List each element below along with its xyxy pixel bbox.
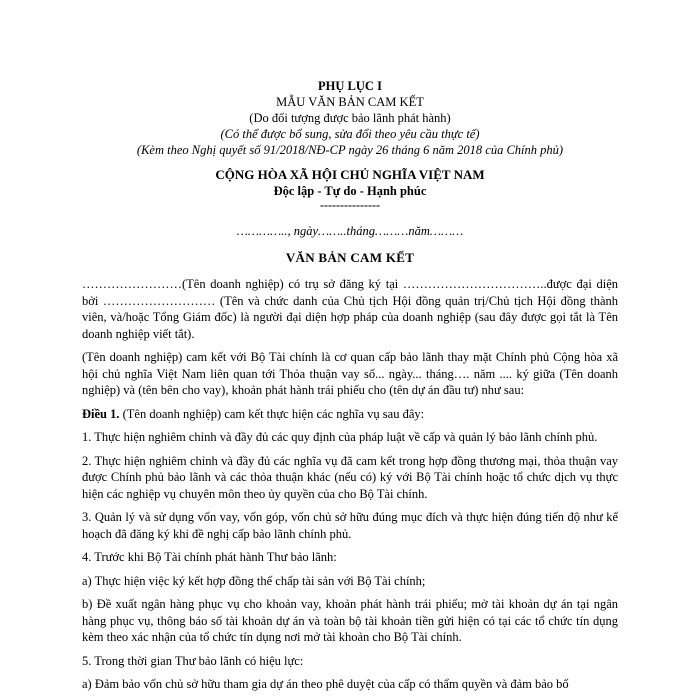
country-name: CỘNG HÒA XÃ HỘI CHỦ NGHĨA VIỆT NAM — [215, 167, 485, 182]
item-5: 5. Trong thời gian Thư bảo lãnh có hiệu lực: — [82, 653, 304, 668]
article-1 — [82, 406, 618, 423]
item-4a: a) Thực hiện việc ký kết hợp đồng thế chấp tài sản với Bộ Tài chính; — [82, 573, 426, 588]
amend-note: (Có thể được bổ sung, sửa đổi theo yêu cầu thực tế) — [220, 127, 480, 141]
national-motto: Độc lập - Tự do - Hạnh phúc — [273, 184, 427, 198]
form-title: MẪU VĂN BẢN CAM KẾT — [276, 95, 424, 109]
item-2: 2. Thực hiện nghiêm chỉnh và đầy đủ các nghĩa vụ đã cam kết trong hợp đồng thương mại, thỏa thuận vay được Chính phủ bảo lãnh và các thỏa thuận khác (nếu có) ký với Bộ Tài chính hoặc tổ chức dịch vụ thực hiện các nghiệp vụ chuyên môn theo ủy quyền của cho Bộ Tài chính. — [82, 453, 618, 501]
item-4b: b) Đề xuất ngân hàng phục vụ cho khoản vay, khoản phát hành trái phiếu; mở tài khoản dự án tại ngân hàng phục vụ, thông báo số tài khoản dự án và toàn bộ tài khoản tiền gửi hiện có tại các tổ chức tín dụng kèm theo xác nhận của tổ chức tín dụng nơi mở tài khoản cho Bộ Tài chính. — [82, 597, 618, 644]
article-1-text: (Tên doanh nghiệp) cam kết thực hiện các nghĩa vụ sau đây: — [119, 406, 425, 421]
decree-reference: (Kèm theo Nghị quyết số 91/2018/NĐ-CP ngày 26 tháng 6 năm 2018 của Chính phủ) — [136, 143, 564, 157]
motto-separator: --------------- — [320, 198, 380, 212]
scope-note: (Do đối tượng được bảo lãnh phát hành) — [249, 111, 451, 125]
document-page — [82, 78, 618, 693]
item-5a: a) Đảm bảo vốn chủ sở hữu tham gia dự án theo phê duyệt của cấp có thẩm quyền và đảm bảo bố — [82, 677, 569, 691]
appendix-title: PHỤ LỤC I — [318, 79, 382, 93]
article-1-label: Điều 1. — [82, 406, 120, 421]
intro-paragraph: ……………………(Tên doanh nghiệp) có trụ sở đăng ký tại ……………………………..được đại diện bởi ……………………… (Tên và chức danh của Chủ tịch Hội đồng quản trị/Chủ tịch Hội đồng thành viên, và/hoặc Tổng Giám đốc) là người đại diện hợp pháp của doanh nghiệp (sau đây được gọi tắt là Tên doanh nghiệp viết tắt). — [82, 277, 618, 341]
item-4: 4. Trước khi Bộ Tài chính phát hành Thư bảo lãnh: — [82, 550, 337, 564]
item-1: 1. Thực hiện nghiêm chỉnh và đầy đủ các quy định của pháp luật về cấp và quản lý bảo lãnh chính phủ. — [82, 430, 598, 444]
document-title: VĂN BẢN CAM KẾT — [285, 250, 415, 265]
item-3: 3. Quản lý và sử dụng vốn vay, vốn góp, vốn chủ sở hữu đúng mục đích và thực hiện đúng tiến độ như kế hoạch đã đăng ký khi đề nghị cấp bảo lãnh chính phủ. — [82, 510, 618, 541]
date-line: ………….., ngày……..tháng………năm……… — [236, 224, 464, 238]
commitment-paragraph: (Tên doanh nghiệp) cam kết với Bộ Tài chính là cơ quan cấp bảo lãnh thay mặt Chính phủ Cộng hòa xã hội chủ nghĩa Việt Nam liên quan tới Thỏa thuận vay số... ngày... tháng…. năm .... ký giữa (Tên doanh nghiệp) và (tên bên cho vay), khoản phát hành trái phiếu cho (tên dự án đầu tư) như sau: — [82, 350, 618, 397]
